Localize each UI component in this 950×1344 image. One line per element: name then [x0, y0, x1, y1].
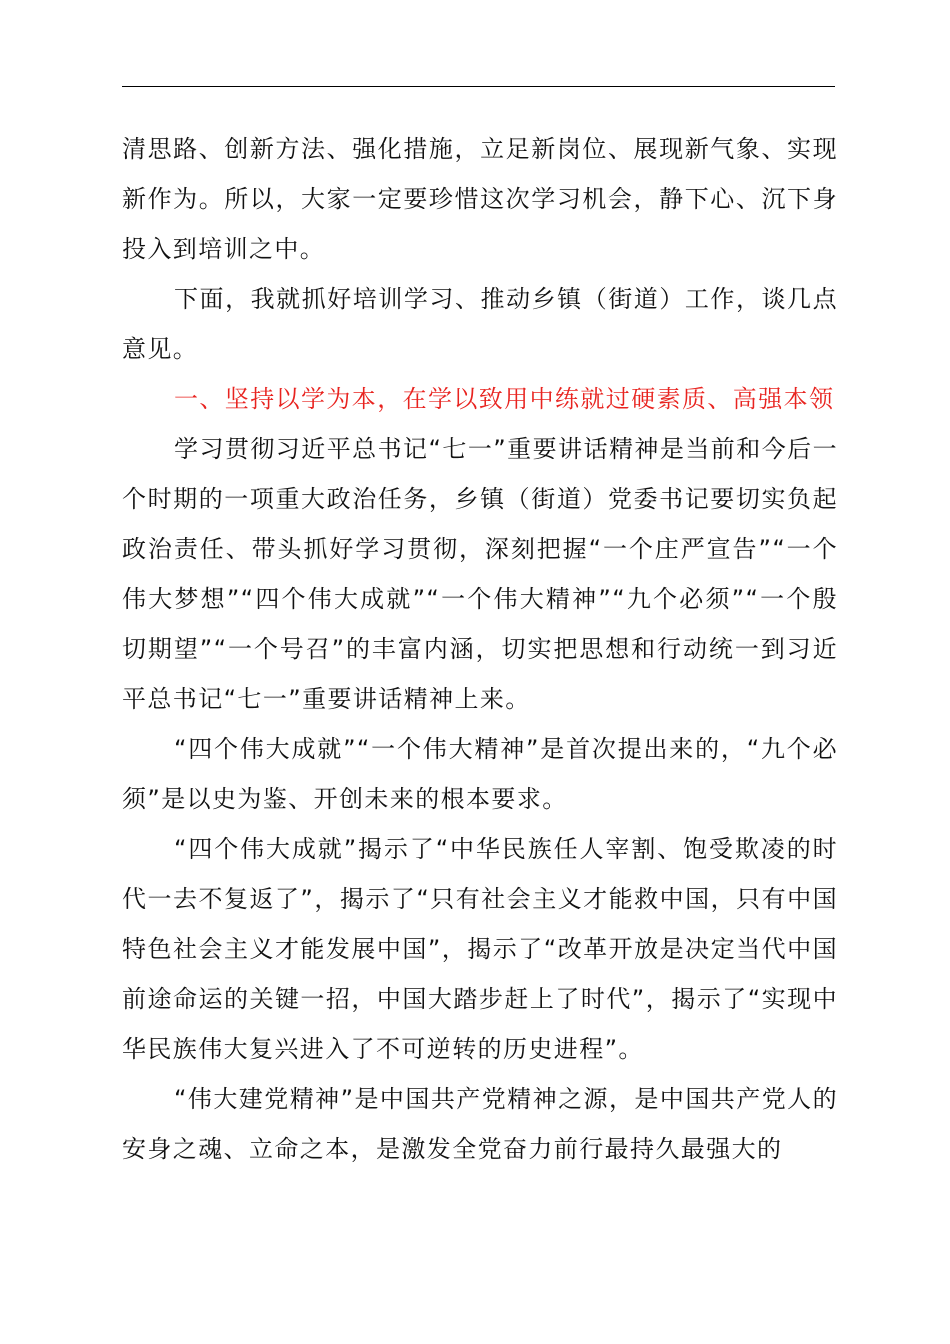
section-heading-1: 一、坚持以学为本，在学以致用中练就过硬素质、高强本领	[174, 385, 835, 413]
document-body	[122, 124, 838, 1174]
paragraph-intro: 下面，我就抓好培训学习、推动乡镇（街道）工作，谈几点意见。	[122, 285, 838, 363]
paragraph-four-achievements: “四个伟大成就”揭示了“中华民族任人宰割、饱受欺凌的时代一去不复返了”，揭示了“只有社会主义才能救中国，只有中国特色社会主义才能发展中国”，揭示了“改革开放是决定当代中国前途命运的关键一招，中国大踏步赶上了时代”，揭示了“实现中华民族伟大复兴进入了不可逆转的历史进程”。	[122, 835, 838, 1063]
paragraph-continuation: 清思路、创新方法、强化措施，立足新岗位、展现新气象、实现新作为。所以，大家一定要珍惜这次学习机会，静下心、沉下身投入到培训之中。	[122, 135, 838, 263]
paragraph-first-proposed: “四个伟大成就”“一个伟大精神”是首次提出来的，“九个必须”是以史为鉴、开创未来的根本要求。	[122, 735, 838, 813]
paragraph-study-speech: 学习贯彻习近平总书记“七一”重要讲话精神是当前和今后一个时期的一项重大政治任务，乡镇（街道）党委书记要切实负起政治责任、带头抓好学习贯彻，深刻把握“一个庄严宣告”“一个伟大梦想”“四个伟大成就”“一个伟大精神”“九个必须”“一个殷切期望”“一个号召”的丰富内涵，切实把思想和行动统一到习近平总书记“七一”重要讲话精神上来。	[122, 435, 838, 713]
header-rule	[122, 86, 835, 87]
paragraph-party-spirit: “伟大建党精神”是中国共产党精神之源，是中国共产党人的安身之魂、立命之本，是激发全党奋力前行最持久最强大的	[122, 1085, 838, 1163]
